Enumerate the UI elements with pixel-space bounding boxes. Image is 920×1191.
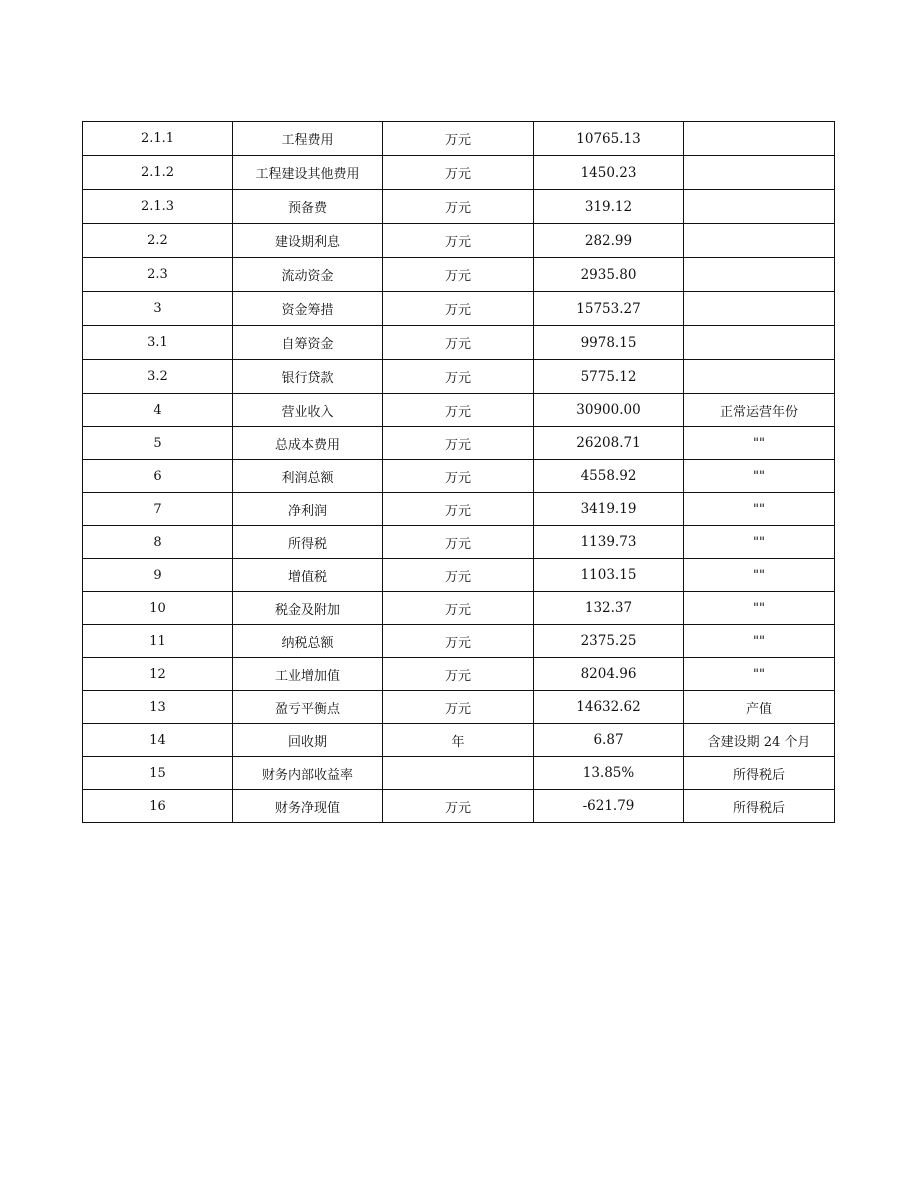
item-name-cell: 增值税 bbox=[233, 559, 383, 592]
value-cell: 6.87 bbox=[534, 724, 684, 757]
value-cell: 3419.19 bbox=[534, 493, 684, 526]
note-cell bbox=[684, 224, 835, 258]
row-number-cell: 3 bbox=[83, 292, 233, 326]
unit-cell: 万元 bbox=[383, 258, 534, 292]
financial-indicators-table bbox=[82, 121, 835, 823]
unit-cell: 万元 bbox=[383, 427, 534, 460]
table-row bbox=[83, 790, 835, 823]
item-name-cell: 所得税 bbox=[233, 526, 383, 559]
item-name-cell: 盈亏平衡点 bbox=[233, 691, 383, 724]
unit-cell: 万元 bbox=[383, 394, 534, 427]
table-body bbox=[83, 122, 835, 823]
item-name-cell: 税金及附加 bbox=[233, 592, 383, 625]
item-name-cell: 资金筹措 bbox=[233, 292, 383, 326]
row-number-cell: 4 bbox=[83, 394, 233, 427]
unit-cell: 万元 bbox=[383, 360, 534, 394]
row-number-cell: 2.3 bbox=[83, 258, 233, 292]
table-row bbox=[83, 360, 835, 394]
note-cell: "" bbox=[684, 427, 835, 460]
value-cell: 30900.00 bbox=[534, 394, 684, 427]
row-number-cell: 2.1.1 bbox=[83, 122, 233, 156]
value-cell: 2935.80 bbox=[534, 258, 684, 292]
item-name-cell: 工业增加值 bbox=[233, 658, 383, 691]
row-number-cell: 11 bbox=[83, 625, 233, 658]
table-row bbox=[83, 292, 835, 326]
item-name-cell: 工程费用 bbox=[233, 122, 383, 156]
item-name-cell: 预备费 bbox=[233, 190, 383, 224]
unit-cell bbox=[383, 757, 534, 790]
row-number-cell: 5 bbox=[83, 427, 233, 460]
value-cell: 13.85% bbox=[534, 757, 684, 790]
table-row bbox=[83, 156, 835, 190]
row-number-cell: 7 bbox=[83, 493, 233, 526]
unit-cell: 万元 bbox=[383, 691, 534, 724]
row-number-cell: 2.1.3 bbox=[83, 190, 233, 224]
note-cell: "" bbox=[684, 592, 835, 625]
note-cell bbox=[684, 258, 835, 292]
value-cell: 4558.92 bbox=[534, 460, 684, 493]
item-name-cell: 纳税总额 bbox=[233, 625, 383, 658]
value-cell: 1103.15 bbox=[534, 559, 684, 592]
value-cell: 319.12 bbox=[534, 190, 684, 224]
unit-cell: 年 bbox=[383, 724, 534, 757]
note-cell: "" bbox=[684, 526, 835, 559]
table-row bbox=[83, 122, 835, 156]
unit-cell: 万元 bbox=[383, 592, 534, 625]
value-cell: 15753.27 bbox=[534, 292, 684, 326]
item-name-cell: 净利润 bbox=[233, 493, 383, 526]
note-cell bbox=[684, 156, 835, 190]
note-cell: 产值 bbox=[684, 691, 835, 724]
row-number-cell: 2.1.2 bbox=[83, 156, 233, 190]
value-cell: -621.79 bbox=[534, 790, 684, 823]
item-name-cell: 利润总额 bbox=[233, 460, 383, 493]
row-number-cell: 16 bbox=[83, 790, 233, 823]
value-cell: 8204.96 bbox=[534, 658, 684, 691]
row-number-cell: 14 bbox=[83, 724, 233, 757]
table-row bbox=[83, 625, 835, 658]
table-row bbox=[83, 224, 835, 258]
table-row bbox=[83, 691, 835, 724]
note-cell bbox=[684, 190, 835, 224]
row-number-cell: 9 bbox=[83, 559, 233, 592]
row-number-cell: 15 bbox=[83, 757, 233, 790]
item-name-cell: 营业收入 bbox=[233, 394, 383, 427]
value-cell: 1139.73 bbox=[534, 526, 684, 559]
unit-cell: 万元 bbox=[383, 790, 534, 823]
value-cell: 282.99 bbox=[534, 224, 684, 258]
note-cell: 所得税后 bbox=[684, 790, 835, 823]
note-cell bbox=[684, 122, 835, 156]
item-name-cell: 自筹资金 bbox=[233, 326, 383, 360]
note-cell: 含建设期 24 个月 bbox=[684, 724, 835, 757]
row-number-cell: 2.2 bbox=[83, 224, 233, 258]
item-name-cell: 建设期利息 bbox=[233, 224, 383, 258]
table-row bbox=[83, 460, 835, 493]
table-row bbox=[83, 326, 835, 360]
value-cell: 14632.62 bbox=[534, 691, 684, 724]
unit-cell: 万元 bbox=[383, 190, 534, 224]
item-name-cell: 流动资金 bbox=[233, 258, 383, 292]
note-cell bbox=[684, 326, 835, 360]
unit-cell: 万元 bbox=[383, 658, 534, 691]
item-name-cell: 财务内部收益率 bbox=[233, 757, 383, 790]
note-cell: "" bbox=[684, 625, 835, 658]
table-row bbox=[83, 592, 835, 625]
unit-cell: 万元 bbox=[383, 224, 534, 258]
table-row bbox=[83, 724, 835, 757]
table-row bbox=[83, 526, 835, 559]
table-row bbox=[83, 559, 835, 592]
row-number-cell: 8 bbox=[83, 526, 233, 559]
unit-cell: 万元 bbox=[383, 326, 534, 360]
unit-cell: 万元 bbox=[383, 493, 534, 526]
table-row bbox=[83, 757, 835, 790]
note-cell: "" bbox=[684, 460, 835, 493]
row-number-cell: 3.2 bbox=[83, 360, 233, 394]
value-cell: 5775.12 bbox=[534, 360, 684, 394]
table-row bbox=[83, 258, 835, 292]
item-name-cell: 银行贷款 bbox=[233, 360, 383, 394]
unit-cell: 万元 bbox=[383, 292, 534, 326]
value-cell: 2375.25 bbox=[534, 625, 684, 658]
note-cell: "" bbox=[684, 559, 835, 592]
unit-cell: 万元 bbox=[383, 156, 534, 190]
row-number-cell: 6 bbox=[83, 460, 233, 493]
table-row bbox=[83, 493, 835, 526]
note-cell bbox=[684, 360, 835, 394]
note-cell: 所得税后 bbox=[684, 757, 835, 790]
value-cell: 26208.71 bbox=[534, 427, 684, 460]
unit-cell: 万元 bbox=[383, 122, 534, 156]
item-name-cell: 工程建设其他费用 bbox=[233, 156, 383, 190]
value-cell: 132.37 bbox=[534, 592, 684, 625]
note-cell: "" bbox=[684, 658, 835, 691]
table-row bbox=[83, 190, 835, 224]
item-name-cell: 回收期 bbox=[233, 724, 383, 757]
value-cell: 9978.15 bbox=[534, 326, 684, 360]
item-name-cell: 总成本费用 bbox=[233, 427, 383, 460]
item-name-cell: 财务净现值 bbox=[233, 790, 383, 823]
unit-cell: 万元 bbox=[383, 559, 534, 592]
row-number-cell: 12 bbox=[83, 658, 233, 691]
unit-cell: 万元 bbox=[383, 625, 534, 658]
row-number-cell: 10 bbox=[83, 592, 233, 625]
table-row bbox=[83, 427, 835, 460]
table-row bbox=[83, 658, 835, 691]
value-cell: 1450.23 bbox=[534, 156, 684, 190]
table-row bbox=[83, 394, 835, 427]
unit-cell: 万元 bbox=[383, 460, 534, 493]
note-cell bbox=[684, 292, 835, 326]
note-cell: "" bbox=[684, 493, 835, 526]
value-cell: 10765.13 bbox=[534, 122, 684, 156]
row-number-cell: 13 bbox=[83, 691, 233, 724]
row-number-cell: 3.1 bbox=[83, 326, 233, 360]
unit-cell: 万元 bbox=[383, 526, 534, 559]
note-cell: 正常运营年份 bbox=[684, 394, 835, 427]
